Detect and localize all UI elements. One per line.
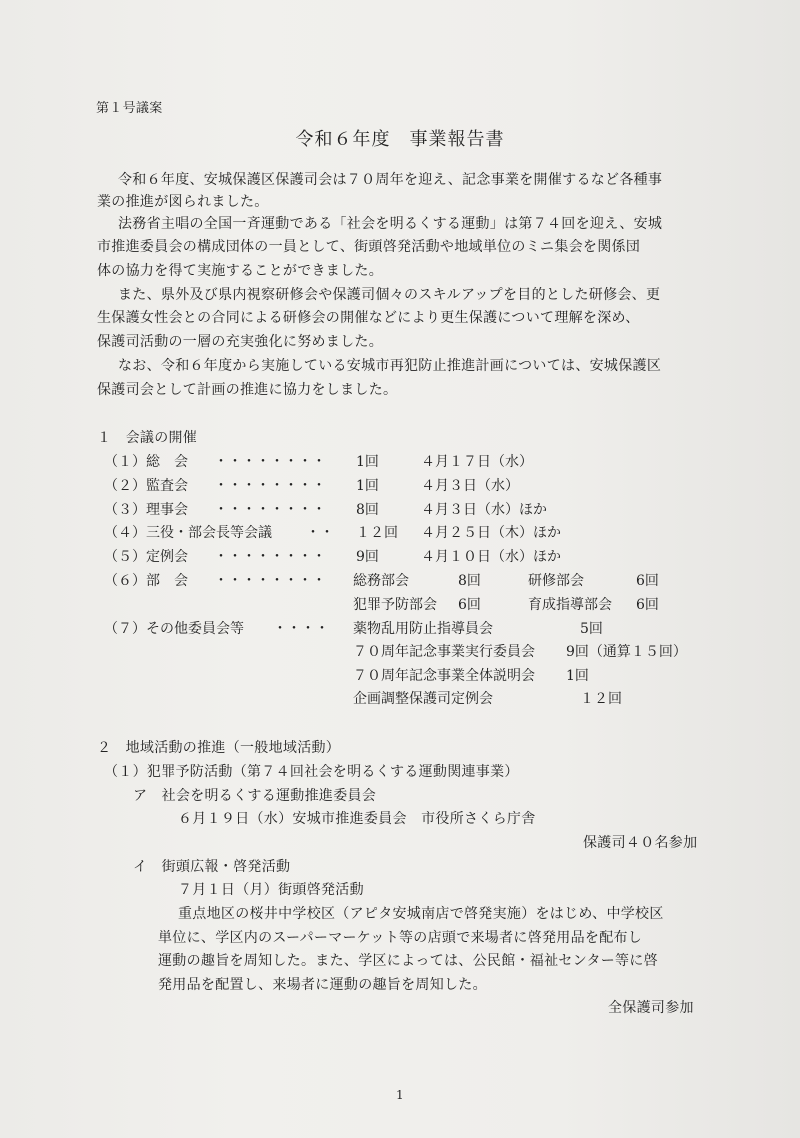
intro-line: また、県外及び県内視察研修会や保護司個々のスキルアップを目的とした研修会、更 xyxy=(118,287,661,303)
bukai-name: 総務部会 xyxy=(353,573,409,589)
meeting-label: （７）その他委員会等 xyxy=(104,621,244,637)
bukai-count: 6回 xyxy=(458,597,481,613)
intro-line: 保護司活動の一層の充実強化に努めました。 xyxy=(97,334,383,350)
meeting-count: 1回 xyxy=(356,478,379,494)
leader-dots: ・・・・・・・・ xyxy=(214,549,326,565)
item-i-detail: ７月１日（月）街頭啓発活動 xyxy=(178,882,364,898)
subsection-heading: （１）犯罪予防活動（第７４回社会を明るくする運動関連事業） xyxy=(104,764,519,780)
intro-line: 業の推進が図られました。 xyxy=(97,194,269,210)
bukai-count: 6回 xyxy=(636,597,659,613)
item-i-body: 重点地区の桜井中学校区（アピタ安城南店で啓発実施）をはじめ、中学校区 xyxy=(178,906,664,922)
item-a-note: 保護司４０名参加 xyxy=(583,835,698,851)
intro-line: なお、令和６年度から実施している安城市再犯防止推進計画については、安城保護区 xyxy=(118,358,662,374)
meeting-date: ４月１０日（水）ほか xyxy=(421,549,561,565)
item-i-body: 単位に、学区内のスーパーマーケット等の店頭で来場者に啓発用品を配布し xyxy=(158,930,643,946)
section-heading: １ 会議の開催 xyxy=(97,430,198,446)
item-a-detail: ６月１９日（水）安城市推進委員会 市役所さくら庁舎 xyxy=(178,811,536,827)
leader-dots: ・・・・ xyxy=(273,621,329,637)
section-heading: ２ 地域活動の推進（一般地域活動） xyxy=(97,740,341,756)
bukai-count: 6回 xyxy=(636,573,659,589)
meeting-label: （５）定例会 xyxy=(104,549,188,565)
meeting-count: 1回 xyxy=(356,454,379,470)
item-i-note: 全保護司参加 xyxy=(608,1000,694,1016)
meeting-label: （６）部 会 xyxy=(104,573,188,589)
leader-dots: ・・・・・・・・ xyxy=(214,478,326,494)
meeting-label: （３）理事会 xyxy=(104,502,188,518)
intro-line: 令和６年度、安城保護区保護司会は７０周年を迎え、記念事業を開催するなど各種事 xyxy=(118,172,663,188)
leader-dots: ・・・・・・・・ xyxy=(214,573,326,589)
bukai-count: 8回 xyxy=(458,573,481,589)
intro-line: 法務省主唱の全国一斉運動である「社会を明るくする運動」は第７４回を迎え、安城 xyxy=(118,216,663,232)
meeting-count: １２回 xyxy=(356,525,398,541)
meeting-count: 9回 xyxy=(356,549,379,565)
item-i-body: 運動の趣旨を周知した。また、学区によっては、公民館・福祉センター等に啓 xyxy=(158,953,658,969)
doc-label: 第１号議案 xyxy=(96,101,163,116)
intro-line: 生保護女性会との合同による研修会の開催などにより更生保護について理解を深め、 xyxy=(97,310,640,326)
leader-dots: ・・・・・・・・ xyxy=(214,502,326,518)
meeting-count: 8回 xyxy=(356,502,379,518)
committee-name: 薬物乱用防止指導員会 xyxy=(353,621,493,637)
committee-count: 1回 xyxy=(566,668,589,684)
committee-name: ７０周年記念事業実行委員会 xyxy=(353,644,535,660)
page-number: 1 xyxy=(396,1088,404,1102)
intro-line: 保護司会として計画の推進に協力をしました。 xyxy=(97,382,398,398)
meeting-label: （４）三役・部会長等会議 xyxy=(104,525,272,541)
item-heading-i: イ 街頭広報・啓発活動 xyxy=(133,859,291,875)
meeting-date: ４月２５日（木）ほか xyxy=(421,525,561,541)
bukai-name: 育成指導部会 xyxy=(528,597,612,613)
meeting-date: ４月１７日（水） xyxy=(421,454,533,470)
meeting-date: ４月３日（水）ほか xyxy=(421,502,547,518)
intro-line: 体の協力を得て実施することができました。 xyxy=(97,263,383,279)
committee-name: ７０周年記念事業全体説明会 xyxy=(353,668,535,684)
committee-count: 5回 xyxy=(580,621,603,637)
meeting-date: ４月３日（水） xyxy=(421,478,519,494)
bukai-name: 犯罪予防部会 xyxy=(353,597,437,613)
committee-count: １２回 xyxy=(580,691,622,707)
committee-name: 企画調整保護司定例会 xyxy=(353,691,493,707)
bukai-name: 研修部会 xyxy=(528,573,584,589)
committee-count: 9回（通算１５回） xyxy=(566,644,687,660)
meeting-label: （１）総 会 xyxy=(104,454,188,470)
item-heading-a: ア 社会を明るくする運動推進委員会 xyxy=(133,788,377,804)
meeting-label: （２）監査会 xyxy=(104,478,188,494)
leader-dots: ・・・・・・・・ xyxy=(214,454,326,470)
leader-dots: ・・ xyxy=(306,525,334,541)
page-title: 令和６年度 事業報告書 xyxy=(295,129,505,150)
item-i-body: 発用品を配置し、来場者に運動の趣旨を周知した。 xyxy=(158,977,487,993)
intro-line: 市推進委員会の構成団体の一員として、街頭啓発活動や地域単位のミニ集会を関係団 xyxy=(97,239,641,255)
